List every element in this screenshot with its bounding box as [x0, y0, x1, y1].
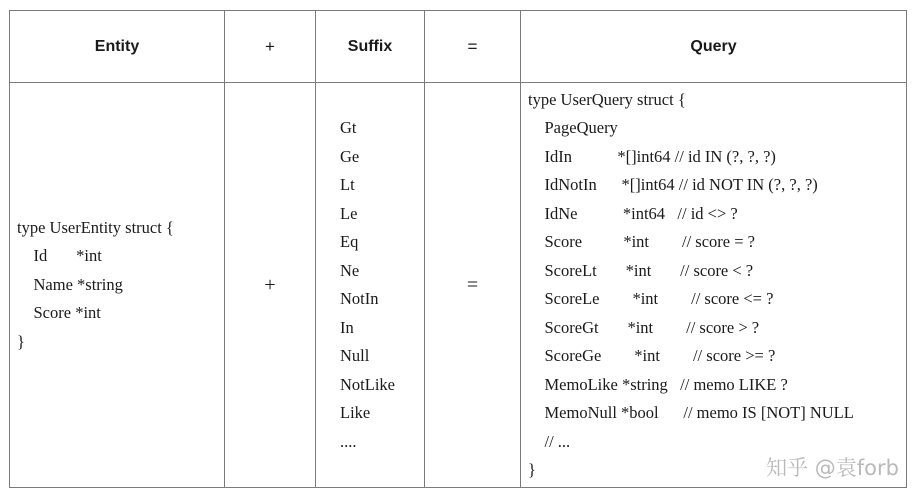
entity-code: [10, 214, 224, 357]
suffix-item: In: [340, 317, 354, 337]
header-equals: =: [425, 11, 521, 83]
query-code-line: ScoreLe *int // score <= ?: [528, 289, 774, 308]
query-code: [521, 86, 906, 485]
query-code-line: ScoreLt *int // score < ?: [528, 260, 754, 280]
equals-operator: =: [425, 83, 521, 488]
suffix-item: NotIn: [340, 289, 379, 308]
entity-code-line: Name *string: [17, 274, 123, 294]
query-cell: [521, 83, 907, 488]
query-code-line: PageQuery: [528, 118, 618, 137]
comparison-table: [9, 10, 907, 488]
query-code-line: }: [528, 460, 536, 479]
query-code-line: IdIn *[]int64 // id IN (?, ?, ?): [528, 146, 776, 166]
suffix-cell: [316, 83, 425, 488]
entity-code-line: Score *int: [17, 303, 101, 323]
suffix-item: ....: [340, 431, 357, 451]
watermark: [766, 452, 899, 482]
suffix-item: Ne: [340, 260, 360, 280]
query-code-line: ScoreGe *int // score >= ?: [528, 346, 776, 365]
header-query: Query: [521, 11, 907, 83]
suffix-item: NotLike: [340, 374, 395, 394]
entity-cell: [10, 83, 225, 488]
suffix-item: Le: [340, 203, 358, 223]
header-plus: +: [225, 11, 316, 83]
entity-code-line: type UserEntity struct {: [17, 217, 174, 237]
entity-code-line: Id *int: [17, 246, 102, 266]
suffix-item: Like: [340, 403, 371, 422]
query-code-line: MemoNull *bool // memo IS [NOT] NULL: [528, 403, 854, 422]
watermark-text: 知乎 @袁forb: [766, 456, 899, 480]
body-row: [10, 83, 907, 488]
suffix-item: Null: [340, 346, 370, 365]
suffix-item: Gt: [340, 118, 357, 137]
plus-operator: +: [225, 83, 316, 488]
query-code-line: Score *int // score = ?: [528, 232, 755, 251]
query-code-line: IdNotIn *[]int64 // id NOT IN (?, ?, ?): [528, 175, 818, 194]
query-code-line: IdNe *int64 // id <> ?: [528, 203, 738, 223]
header-entity: Entity: [10, 11, 225, 83]
query-code-line: ScoreGt *int // score > ?: [528, 317, 760, 337]
suffix-item: Eq: [340, 232, 359, 251]
query-code-line: MemoLike *string // memo LIKE ?: [528, 374, 788, 394]
suffix-list: [316, 114, 424, 456]
entity-code-line: }: [17, 331, 25, 351]
header-row: [10, 11, 907, 83]
query-code-line: // ...: [528, 431, 571, 451]
suffix-item: Ge: [340, 146, 360, 166]
suffix-item: Lt: [340, 175, 355, 194]
query-code-line: type UserQuery struct {: [528, 89, 686, 109]
header-suffix: Suffix: [316, 11, 425, 83]
